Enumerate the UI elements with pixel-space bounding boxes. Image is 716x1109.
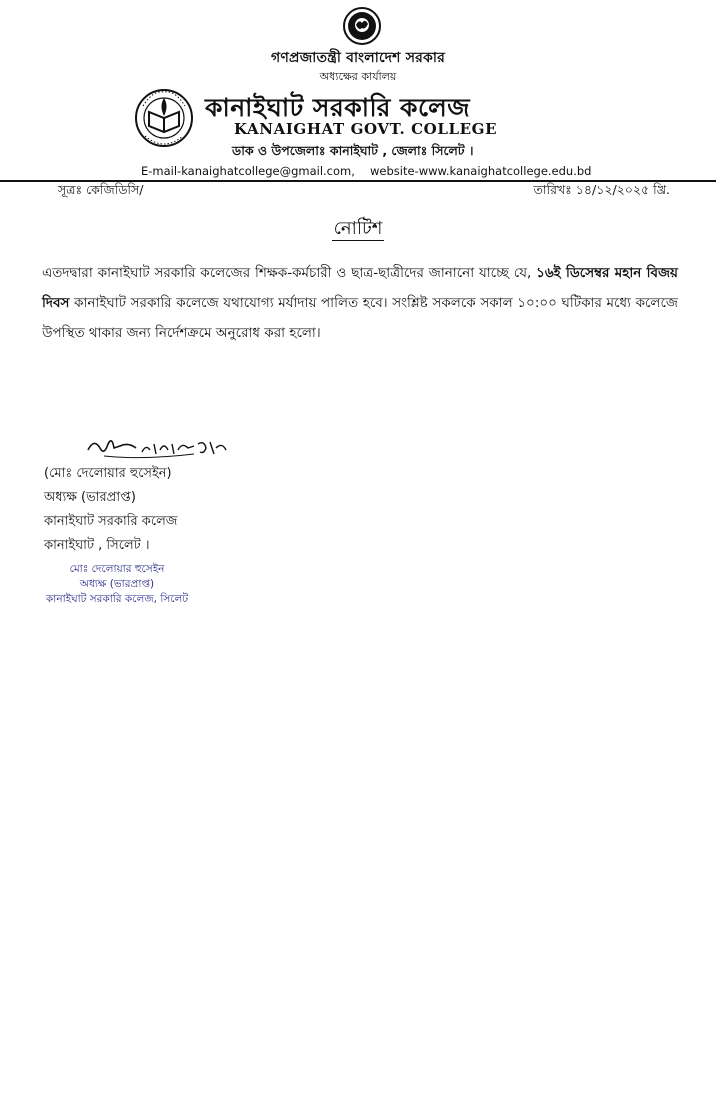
notice-body <box>42 258 678 348</box>
signatory-block <box>44 462 177 558</box>
signatory-name: (মোঃ দেলোয়ার হুসেইন) <box>44 466 172 481</box>
college-name-bangla: কানাইঘাট সরকারি কলেজ <box>205 93 471 122</box>
notice-body-bold: ১৬ই ডিসেম্বর মহান বিজয় দিবস <box>42 265 678 311</box>
college-email: E-mail-kanaighatcollege@gmail.com, <box>141 164 355 178</box>
college-address: ডাক ও উপজেলাঃ কানাইঘাট , জেলাঃ সিলেট । <box>232 143 474 158</box>
handwritten-signature <box>84 432 234 462</box>
notice-title <box>0 214 716 245</box>
stamp-institution: কানাইঘাট সরকারি কলেজ, সিলেট <box>45 593 189 605</box>
stamp-designation: অধ্যক্ষ (ভারপ্রাপ্ত) <box>79 578 155 590</box>
signatory-institution: কানাইঘাট সরকারি কলেজ <box>44 514 178 529</box>
official-stamp <box>22 562 212 607</box>
notice-body-part2: কানাইঘাট সরকারি কলেজে যথাযোগ্য মর্যাদায় পালিত হবে। সংশ্লিষ্ট সকলকে সকাল ১০:০০ ঘটিকার মধ্যে কলেজে উপস্থিত থাকার জন্য নির্দেশক্রমে অনুরোধ করা হলো। <box>42 295 678 341</box>
government-title: গণপ্রজাতন্ত্রী বাংলাদেশ সরকার <box>271 50 445 66</box>
college-website: website-www.kanaighatcollege.edu.bd <box>370 164 592 178</box>
signatory-designation: অধ্যক্ষ (ভারপ্রাপ্ত) <box>44 490 136 505</box>
signatory-location: কানাইঘাট , সিলেট । <box>44 538 150 553</box>
college-name-english: KANAIGHAT GOVT. COLLEGE <box>234 120 498 138</box>
memo-date: তারিখঃ ১৪/১২/২০২৫ খ্রি. <box>533 182 670 197</box>
kanaighat-college-logo-icon <box>133 86 195 156</box>
stamp-name: মোঃ দেলোয়ার হুসেইন <box>69 563 165 575</box>
office-title: অধ্যক্ষের কার্যালয় <box>319 70 397 83</box>
notice-body-part1: এতদদ্বারা কানাইঘাট সরকারি কলেজের শিক্ষক-কর্মচারী ও ছাত্র-ছাত্রীদের জানানো যাচ্ছে যে, <box>42 265 537 281</box>
notice-title-text: নোটিশ <box>333 218 383 239</box>
memo-reference: সূত্রঃ কেজিডিসি/ <box>58 182 144 197</box>
bangladesh-government-emblem-icon <box>342 6 382 46</box>
